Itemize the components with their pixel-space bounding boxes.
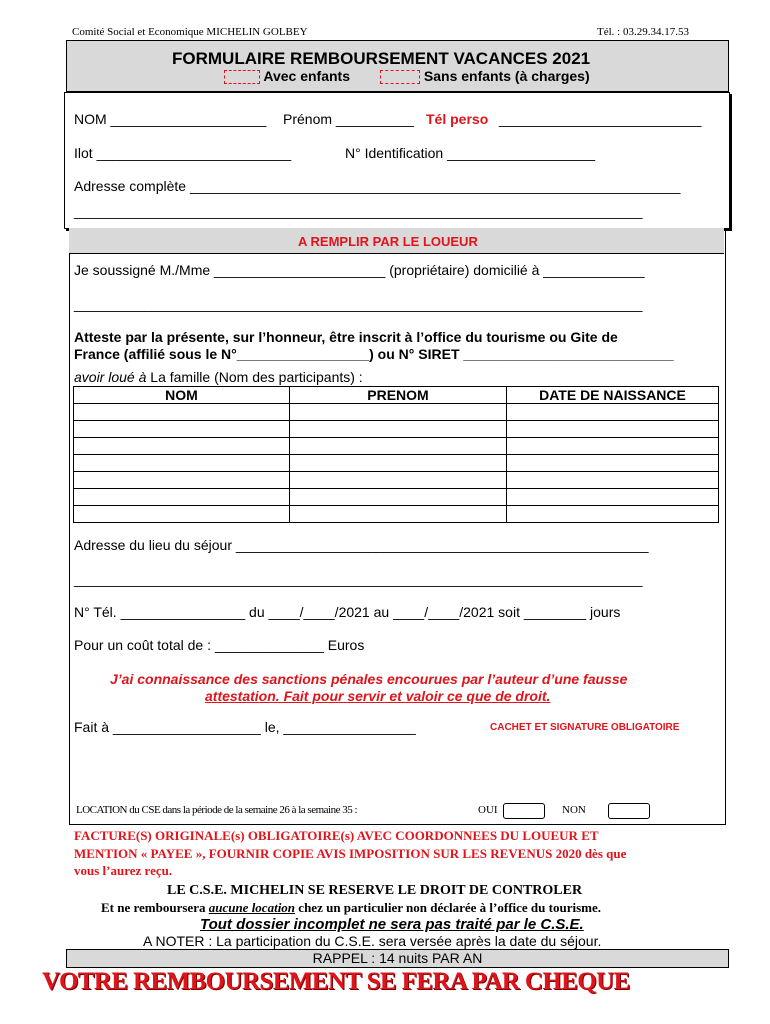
table-cell[interactable] — [74, 438, 290, 455]
column-header-nom: NOM — [74, 387, 290, 404]
prenom-field[interactable]: Prénom __________ — [283, 111, 414, 127]
table-row — [74, 438, 719, 455]
table-row — [74, 404, 719, 421]
adresse-sejour-field-line2[interactable]: _________________________________________________________________________ — [74, 571, 643, 587]
table-cell[interactable] — [74, 472, 290, 489]
organization-phone: Tél. : 03.29.34.17.53 — [597, 26, 689, 38]
landlord-section — [69, 228, 726, 825]
nom-field[interactable]: NOM ____________________ — [74, 111, 267, 127]
avoir-loue-text: avoir loué à — [74, 369, 147, 385]
oui-label: OUI — [478, 804, 498, 816]
famille-text: La famille (Nom des participants) : — [146, 369, 363, 385]
incomplet-notice: Tout dossier incomplet ne sera pas traité par le C.S.E. — [200, 916, 584, 933]
option-with-children — [224, 68, 350, 84]
participants-header-row — [74, 387, 719, 404]
remboursement-notice — [101, 900, 601, 916]
with-children-checkbox[interactable] — [224, 70, 260, 84]
rappel-banner — [66, 949, 729, 968]
table-row — [74, 506, 719, 523]
adresse-sejour-field[interactable]: Adresse du lieu du séjour _____________________________________________________ — [74, 537, 649, 553]
column-header-date-naissance: DATE DE NAISSANCE — [507, 387, 719, 404]
table-cell[interactable] — [290, 438, 507, 455]
attestation-line1: Atteste par la présente, sur l’honneur, être inscrit à l’office du tourisme ou Gite de — [74, 329, 618, 345]
table-cell[interactable] — [74, 489, 290, 506]
sanctions-line2: attestation. Fait pour servir et valoir ce que de droit. — [205, 688, 551, 704]
non-label: NON — [562, 804, 586, 816]
facture-line3: vous l’aurez reçu. — [74, 863, 173, 878]
oui-checkbox[interactable] — [503, 803, 545, 819]
table-cell[interactable] — [507, 506, 719, 523]
table-cell[interactable] — [507, 438, 719, 455]
table-row — [74, 472, 719, 489]
fait-a-field[interactable]: Fait à ___________________ le, _________________ — [74, 719, 416, 735]
participants-table — [73, 386, 719, 523]
remboursement-pre: Et ne remboursera — [101, 900, 209, 915]
attestation-line2[interactable]: France (affilié sous le N°_________________) ou N° SIRET ___________________________ — [74, 346, 674, 362]
table-cell[interactable] — [290, 489, 507, 506]
cachet-label: CACHET ET SIGNATURE OBLIGATOIRE — [490, 722, 680, 733]
cout-field[interactable]: Pour un coût total de : ______________ Euros — [74, 637, 365, 653]
form-title: FORMULAIRE REMBOURSEMENT VACANCES 2021 — [172, 49, 591, 68]
soussigne-field[interactable]: Je soussigné M./Mme ______________________ (propriétaire) domicilié à _____________ — [74, 262, 645, 278]
table-row — [74, 489, 719, 506]
participants-intro — [74, 369, 363, 385]
table-cell[interactable] — [507, 421, 719, 438]
with-children-label: Avec enfants — [263, 68, 350, 84]
table-cell[interactable] — [290, 455, 507, 472]
tel-dates-field[interactable]: N° Tél. ________________ du ____/____/2021 au ____/____/2021 soit ________ jours — [74, 604, 621, 620]
table-cell[interactable] — [74, 506, 290, 523]
table-cell[interactable] — [74, 421, 290, 438]
noter-notice: A NOTER : La participation du C.S.E. sera versée après la date du séjour. — [143, 933, 602, 949]
rappel-text: RAPPEL : 14 nuits PAR AN — [312, 950, 483, 966]
soussigne-field-line2[interactable]: _________________________________________________________________________ — [74, 296, 643, 312]
cheque-banner: VOTRE REMBOURSEMENT SE FERA PAR CHEQUE — [42, 968, 630, 995]
location-cse-label: LOCATION du CSE dans la période de la semaine 26 à la semaine 35 : — [76, 804, 358, 816]
table-row — [74, 455, 719, 472]
adresse-field[interactable]: Adresse complète _______________________________________________________________ — [74, 178, 681, 194]
table-cell[interactable] — [507, 404, 719, 421]
adresse-field-line2[interactable]: _________________________________________________________________________ — [74, 203, 643, 219]
table-cell[interactable] — [507, 472, 719, 489]
table-cell[interactable] — [290, 421, 507, 438]
remboursement-post: chez un particulier non déclarée à l’office du tourisme. — [295, 900, 601, 915]
without-children-label: Sans enfants (à charges) — [423, 68, 590, 84]
table-cell[interactable] — [507, 489, 719, 506]
organization-name: Comité Social et Economique MICHELIN GOLBEY — [72, 26, 308, 38]
column-header-prenom: PRENOM — [290, 387, 507, 404]
facture-line1: FACTURE(S) ORIGINALE(s) OBLIGATOIRE(s) AVEC COORDONNEES DU LOUEUR ET — [74, 828, 599, 843]
table-cell[interactable] — [74, 455, 290, 472]
non-checkbox[interactable] — [608, 803, 650, 819]
remboursement-emphasis: aucune location — [208, 900, 296, 915]
table-cell[interactable] — [290, 506, 507, 523]
controle-notice: LE C.S.E. MICHELIN SE RESERVE LE DROIT DE CONTROLER — [167, 883, 583, 898]
table-row — [74, 421, 719, 438]
identification-field[interactable]: N° Identification ___________________ — [345, 145, 596, 161]
option-without-children — [380, 68, 590, 84]
without-children-checkbox[interactable] — [380, 70, 420, 84]
table-cell[interactable] — [507, 455, 719, 472]
landlord-heading: A REMPLIR PAR LE LOUEUR — [298, 234, 478, 249]
facture-line2: MENTION « PAYEE », FOURNIR COPIE AVIS IMPOSITION SUR LES REVENUS 2020 dès que — [74, 846, 627, 861]
tel-perso-label: Tél perso — [426, 111, 489, 127]
table-cell[interactable] — [290, 404, 507, 421]
table-cell[interactable] — [74, 404, 290, 421]
table-cell[interactable] — [290, 472, 507, 489]
tel-perso-field[interactable]: __________________________ — [499, 111, 702, 127]
sanctions-line1: J’ai connaissance des sanctions pénales encourues par l’auteur d’une fausse — [110, 671, 628, 687]
ilot-field[interactable]: Ilot _________________________ — [74, 145, 292, 161]
